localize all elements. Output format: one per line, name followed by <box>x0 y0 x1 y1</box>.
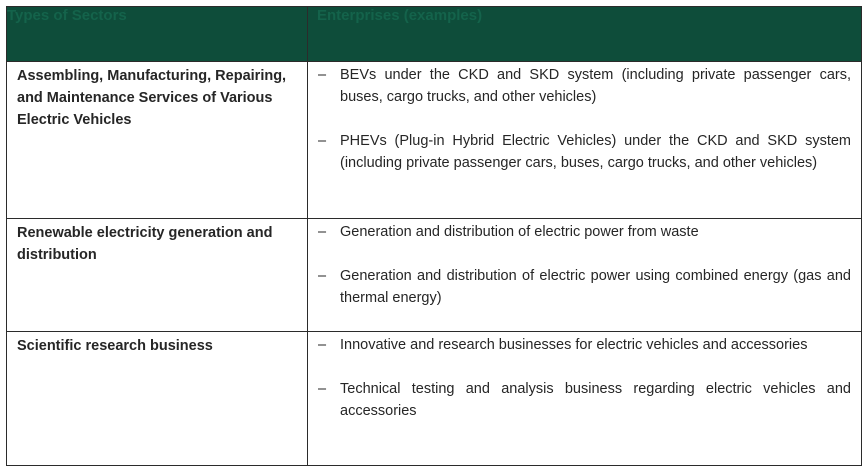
list-item <box>318 130 851 174</box>
header-enterprises: Enterprises (examples) <box>308 7 862 62</box>
enterprise-list <box>308 219 861 309</box>
dash-bullet: – <box>318 268 327 284</box>
enterprise-text: PHEVs (Plug-in Hybrid Electric Vehicles) under the CKD and SKD system (including private passenger cars, buses, cargo trucks, and other vehicles) <box>340 133 851 171</box>
sector-cell <box>7 332 308 466</box>
enterprises-cell <box>308 332 862 466</box>
sector-cell <box>7 62 308 219</box>
list-item <box>318 334 851 356</box>
header-types-of-sectors: Types of Sectors <box>7 7 308 62</box>
sector-cell <box>7 219 308 332</box>
enterprises-cell <box>308 219 862 332</box>
list-item <box>318 265 851 309</box>
enterprises-cell <box>308 62 862 219</box>
dash-bullet: – <box>318 381 327 397</box>
table-header-row <box>7 7 862 62</box>
sector-name: Assembling, Manufacturing, Repairing, and Maintenance Services of Various Electric Vehicles <box>17 68 287 128</box>
enterprise-text: Generation and distribution of electric power from waste <box>340 224 699 240</box>
enterprise-text: BEVs under the CKD and SKD system (including private passenger cars, buses, cargo trucks, and other vehicles) <box>340 67 851 105</box>
list-item <box>318 378 851 422</box>
dash-bullet: – <box>318 67 327 83</box>
list-item <box>318 221 851 243</box>
enterprise-list <box>308 62 861 174</box>
sectors-table <box>6 6 862 466</box>
list-item <box>318 64 851 108</box>
sector-name: Scientific research business <box>17 338 213 354</box>
table-row <box>7 332 862 466</box>
enterprise-text: Innovative and research businesses for electric vehicles and accessories <box>340 337 808 353</box>
table-row <box>7 219 862 332</box>
dash-bullet: – <box>318 133 327 149</box>
dash-bullet: – <box>318 337 327 353</box>
table-row <box>7 62 862 219</box>
sector-name: Renewable electricity generation and distribution <box>17 225 273 263</box>
enterprise-text: Technical testing and analysis business regarding electric vehicles and accessories <box>340 381 851 419</box>
enterprise-list <box>308 332 861 422</box>
enterprise-text: Generation and distribution of electric power using combined energy (gas and thermal energy) <box>340 268 851 306</box>
dash-bullet: – <box>318 224 327 240</box>
